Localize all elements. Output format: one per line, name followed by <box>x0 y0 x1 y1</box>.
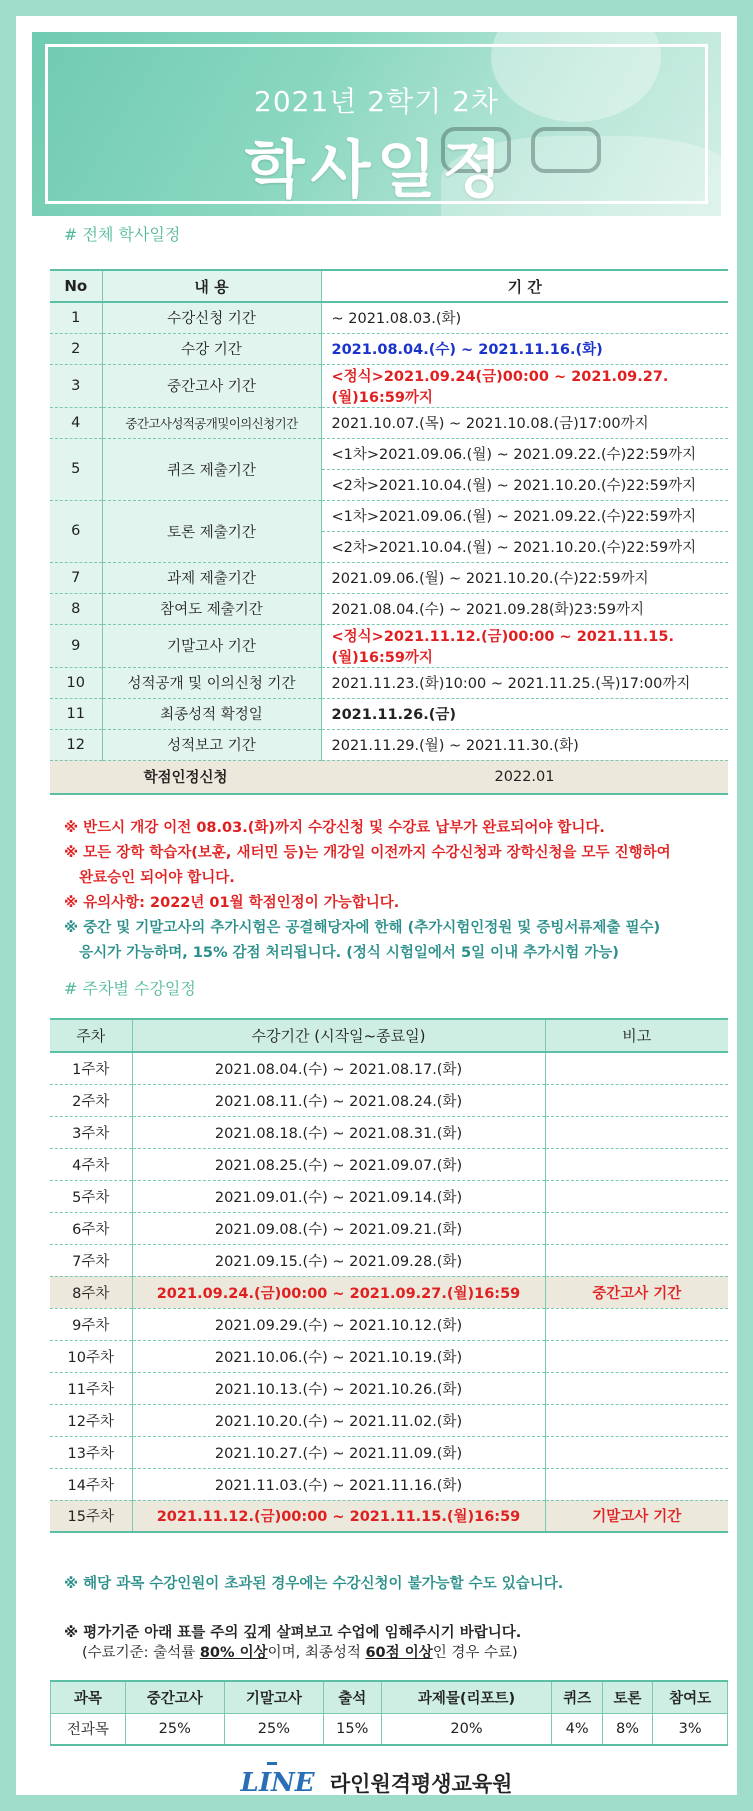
section-title-schedule: # 전체 학사일정 <box>64 225 181 244</box>
grade-header: 과제물(리포트) <box>381 1681 552 1713</box>
schedule-table <box>50 269 728 795</box>
note-cell <box>545 1308 728 1340</box>
row-no: 7 <box>50 562 102 593</box>
schedule-row <box>50 562 728 593</box>
week-cell: 1주차 <box>50 1052 132 1084</box>
row-period: <1차>2021.09.06.(월) ~ 2021.09.22.(수)22:59까지 <box>321 438 728 469</box>
schedule-row <box>50 593 728 624</box>
schedule-row <box>50 500 728 531</box>
header-note: 비고 <box>545 1019 728 1052</box>
week-cell: 13주차 <box>50 1436 132 1468</box>
weekly-row <box>50 1276 728 1308</box>
weekly-row <box>50 1404 728 1436</box>
row-period: 2021.11.26.(금) <box>321 698 728 729</box>
row-no: 2 <box>50 333 102 364</box>
row-period: 2021.09.06.(월) ~ 2021.10.20.(수)22:59까지 <box>321 562 728 593</box>
note-extra-exam: ※ 중간 및 기말고사의 추가시험은 공결해당자에 한해 (추가시험인정원 및 증빙서류제출 필수) <box>64 920 661 936</box>
weekly-row <box>50 1468 728 1500</box>
grade-header: 기말고사 <box>224 1681 323 1713</box>
grading-text: 인 경우 수료) <box>432 1645 518 1661</box>
weekly-row <box>50 1244 728 1276</box>
note-cell <box>545 1148 728 1180</box>
weekly-row <box>50 1084 728 1116</box>
row-period: <정식>2021.09.24(금)00:00 ~ 2021.09.27.(월)16:59까지 <box>321 364 728 407</box>
note-cell <box>545 1052 728 1084</box>
weekly-row <box>50 1436 728 1468</box>
grading-line2 <box>64 1643 521 1663</box>
row-no: 9 <box>50 624 102 667</box>
credit-label: 학점인정신청 <box>50 760 321 794</box>
grade-cell: 25% <box>125 1713 224 1745</box>
row-content: 기말고사 기간 <box>102 624 321 667</box>
weekly-row <box>50 1372 728 1404</box>
note-cell: 기말고사 기간 <box>545 1500 728 1532</box>
weekly-row <box>50 1052 728 1084</box>
note-extra-exam-cont: 응시가 가능하며, 15% 감점 처리됩니다. (정식 시험일에서 5일 이내 추가시험 가능) <box>64 945 619 961</box>
row-period: <2차>2021.10.04.(월) ~ 2021.10.20.(수)22:59까지 <box>321 469 728 500</box>
week-cell: 2주차 <box>50 1084 132 1116</box>
line-logo[interactable]: LINE <box>240 1768 315 1798</box>
period-cell: 2021.09.01.(수) ~ 2021.09.14.(화) <box>132 1180 545 1212</box>
grade-cell: 4% <box>552 1713 602 1745</box>
grade-header: 중간고사 <box>125 1681 224 1713</box>
grade-header: 출석 <box>323 1681 381 1713</box>
schedule-row <box>50 729 728 760</box>
note-caution: ※ 유의사항: 2022년 01월 학점인정이 가능합니다. <box>64 895 400 911</box>
row-content: 중간고사 기간 <box>102 364 321 407</box>
period-cell: 2021.08.18.(수) ~ 2021.08.31.(화) <box>132 1116 545 1148</box>
weekly-row <box>50 1180 728 1212</box>
header-no: No <box>50 270 102 302</box>
row-no: 4 <box>50 407 102 438</box>
note-scholarship-cont: 완료승인 되어야 합니다. <box>64 870 235 886</box>
week-cell: 10주차 <box>50 1340 132 1372</box>
row-no: 3 <box>50 364 102 407</box>
weekly-row <box>50 1500 728 1532</box>
week-cell: 12주차 <box>50 1404 132 1436</box>
note-scholarship: ※ 모든 장학 학습자(보훈, 새터민 등)는 개강일 이전까지 수강신청과 장학신청을 모두 진행하여 <box>64 845 671 861</box>
grade-header: 참여도 <box>653 1681 728 1713</box>
note-cell <box>545 1084 728 1116</box>
period-cell: 2021.11.12.(금)00:00 ~ 2021.11.15.(월)16:59 <box>132 1500 545 1532</box>
note-cell <box>545 1244 728 1276</box>
weekly-row <box>50 1340 728 1372</box>
banner-subtitle: 2021년 2학기 2차 <box>254 85 499 118</box>
row-no: 8 <box>50 593 102 624</box>
score-criterion: 60점 이상 <box>365 1645 433 1661</box>
note-cell <box>545 1436 728 1468</box>
page <box>16 16 737 1798</box>
schedule-row <box>50 302 728 333</box>
week-cell: 5주차 <box>50 1180 132 1212</box>
week-cell: 3주차 <box>50 1116 132 1148</box>
note-cell <box>545 1340 728 1372</box>
note-cell: 중간고사 기간 <box>545 1276 728 1308</box>
grade-table <box>50 1680 728 1746</box>
schedule-row <box>50 624 728 667</box>
row-no: 11 <box>50 698 102 729</box>
period-cell: 2021.09.15.(수) ~ 2021.09.28.(화) <box>132 1244 545 1276</box>
grade-cell: 20% <box>381 1713 552 1745</box>
week-cell: 7주차 <box>50 1244 132 1276</box>
schedule-row <box>50 364 728 407</box>
weekly-row <box>50 1116 728 1148</box>
grading-criteria <box>64 1623 521 1663</box>
row-content: 중간고사성적공개및이의신청기간 <box>102 407 321 438</box>
period-cell: 2021.10.20.(수) ~ 2021.11.02.(화) <box>132 1404 545 1436</box>
row-period: 2021.08.04.(수) ~ 2021.09.28(화)23:59까지 <box>321 593 728 624</box>
row-period: 2021.10.07.(목) ~ 2021.10.08.(금)17:00까지 <box>321 407 728 438</box>
row-period: ~ 2021.08.03.(화) <box>321 302 728 333</box>
row-period: 2021.08.04.(수) ~ 2021.11.16.(화) <box>321 333 728 364</box>
note-cell <box>545 1116 728 1148</box>
row-no: 10 <box>50 667 102 698</box>
grade-cell: 15% <box>323 1713 381 1745</box>
week-cell: 8주차 <box>50 1276 132 1308</box>
period-cell: 2021.10.06.(수) ~ 2021.10.19.(화) <box>132 1340 545 1372</box>
note-cell <box>545 1180 728 1212</box>
row-content: 수강신청 기간 <box>102 302 321 333</box>
section-title-weekly: # 주차별 수강일정 <box>64 979 196 998</box>
weekly-row <box>50 1212 728 1244</box>
note-cell <box>545 1372 728 1404</box>
week-cell: 11주차 <box>50 1372 132 1404</box>
grade-cell: 3% <box>653 1713 728 1745</box>
schedule-row <box>50 698 728 729</box>
row-content: 수강 기간 <box>102 333 321 364</box>
weekly-row <box>50 1148 728 1180</box>
period-cell: 2021.08.11.(수) ~ 2021.08.24.(화) <box>132 1084 545 1116</box>
notes-block <box>64 816 724 966</box>
grade-header: 과목 <box>51 1681 126 1713</box>
row-content: 과제 제출기간 <box>102 562 321 593</box>
schedule-row <box>50 333 728 364</box>
grading-text: 이며, 최종성적 <box>267 1645 366 1661</box>
row-period: <2차>2021.10.04.(월) ~ 2021.10.20.(수)22:59까지 <box>321 531 728 562</box>
header-banner <box>32 32 721 216</box>
institution-name: 라인원격평생교육원 <box>329 1772 513 1796</box>
grade-cell: 25% <box>224 1713 323 1745</box>
period-cell: 2021.08.25.(수) ~ 2021.09.07.(화) <box>132 1148 545 1180</box>
week-cell: 15주차 <box>50 1500 132 1532</box>
note-registration: ※ 반드시 개강 이전 08.03.(화)까지 수강신청 및 수강료 납부가 완료되어야 합니다. <box>64 820 605 836</box>
period-cell: 2021.09.29.(수) ~ 2021.10.12.(화) <box>132 1308 545 1340</box>
period-cell: 2021.08.04.(수) ~ 2021.08.17.(화) <box>132 1052 545 1084</box>
weekly-table <box>50 1018 728 1533</box>
weekly-row <box>50 1308 728 1340</box>
row-content: 성적공개 및 이의신청 기간 <box>102 667 321 698</box>
credit-row <box>50 760 728 794</box>
row-content: 최종성적 확정일 <box>102 698 321 729</box>
attendance-criterion: 80% 이상 <box>199 1645 268 1661</box>
row-no: 1 <box>50 302 102 333</box>
credit-value: 2022.01 <box>321 760 728 794</box>
week-cell: 14주차 <box>50 1468 132 1500</box>
row-period: <1차>2021.09.06.(월) ~ 2021.09.22.(수)22:59까지 <box>321 500 728 531</box>
grade-header: 퀴즈 <box>552 1681 602 1713</box>
row-no: 6 <box>50 500 102 562</box>
grading-line1: ※ 평가기준 아래 표를 주의 깊게 살펴보고 수업에 임해주시기 바랍니다. <box>64 1625 522 1641</box>
row-content: 성적보고 기간 <box>102 729 321 760</box>
row-content: 퀴즈 제출기간 <box>102 438 321 500</box>
grading-text: (수료기준: 출석률 <box>82 1645 200 1661</box>
capacity-notice: ※ 해당 과목 수강인원이 초과된 경우에는 수강신청이 불가능할 수도 있습니다. <box>64 1576 564 1592</box>
schedule-row <box>50 438 728 469</box>
period-cell: 2021.10.13.(수) ~ 2021.10.26.(화) <box>132 1372 545 1404</box>
header-week: 주차 <box>50 1019 132 1052</box>
row-period: 2021.11.23.(화)10:00 ~ 2021.11.25.(목)17:00까지 <box>321 667 728 698</box>
grade-cell: 8% <box>602 1713 652 1745</box>
row-content: 토론 제출기간 <box>102 500 321 562</box>
period-cell: 2021.11.03.(수) ~ 2021.11.16.(화) <box>132 1468 545 1500</box>
row-no: 12 <box>50 729 102 760</box>
footer <box>16 1768 737 1798</box>
header-content: 내 용 <box>102 270 321 302</box>
row-period: 2021.11.29.(월) ~ 2021.11.30.(화) <box>321 729 728 760</box>
row-content: 참여도 제출기간 <box>102 593 321 624</box>
period-cell: 2021.09.08.(수) ~ 2021.09.21.(화) <box>132 1212 545 1244</box>
week-cell: 4주차 <box>50 1148 132 1180</box>
week-cell: 6주차 <box>50 1212 132 1244</box>
period-cell: 2021.09.24.(금)00:00 ~ 2021.09.27.(월)16:59 <box>132 1276 545 1308</box>
grade-header: 토론 <box>602 1681 652 1713</box>
note-cell <box>545 1468 728 1500</box>
week-cell: 9주차 <box>50 1308 132 1340</box>
schedule-row <box>50 407 728 438</box>
period-cell: 2021.10.27.(수) ~ 2021.11.09.(화) <box>132 1436 545 1468</box>
row-period: <정식>2021.11.12.(금)00:00 ~ 2021.11.15.(월)16:59까지 <box>321 624 728 667</box>
schedule-row <box>50 667 728 698</box>
header-period: 수강기간 (시작일~종료일) <box>132 1019 545 1052</box>
banner-title: 학사일정 <box>244 133 509 206</box>
grade-cell: 전과목 <box>51 1713 126 1745</box>
note-cell <box>545 1212 728 1244</box>
note-cell <box>545 1404 728 1436</box>
header-period: 기 간 <box>321 270 728 302</box>
row-no: 5 <box>50 438 102 500</box>
